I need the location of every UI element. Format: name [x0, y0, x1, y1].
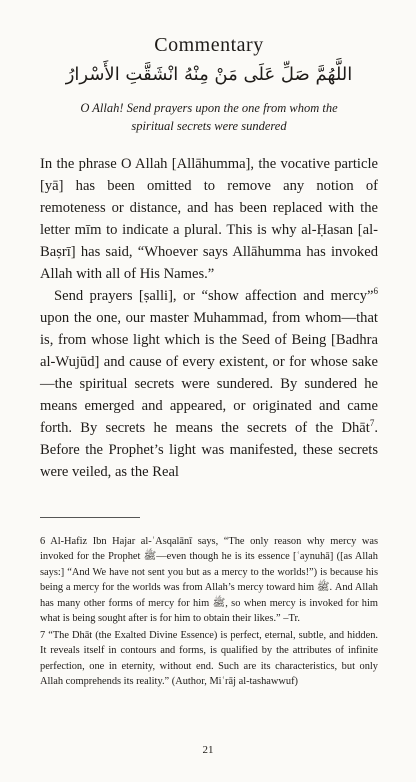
footnote-6: 6 Al-Hafiz Ibn Hajar al-ʿAsqalānī says, “The only reason why mercy was invoked for the Prophet ﷺ—even though he is its essence [ʿaynuhā] ([as Allah says:] “And We have not sent you but as a mercy to the worlds!”) is because his being a mercy for the worlds was from Allah’s mercy toward him ﷺ. And Allah has many other forms of mercy for him ﷺ, so when mercy is invoked for him what is being sought after is for him to obtain their likes.” –Tr.	[40, 535, 378, 625]
paragraph-2	[40, 285, 378, 483]
paragraph-2-end: . Before the Prophet’s light was manifested, these secrets were veiled, as the Real	[40, 419, 378, 480]
page-heading: Commentary	[154, 34, 264, 56]
book-page	[0, 34, 416, 782]
body-text	[40, 153, 378, 483]
paragraph-2-middle: upon the one, our master Muhammad, from whom—that is, from whose light which is the Seed of Being [Badhra al-Wujūd] and cause of every existent, or for whose sake—the spiritual secrets were sundered. By sundered he means emerged and appeared, or originated and came forth. By secrets he means the secrets of the Dhāt	[40, 309, 378, 436]
footnote-ref-6: 6	[373, 285, 378, 296]
paragraph-2-start: Send prayers [ṣalli], or “show affection and mercy”	[54, 287, 374, 304]
footnote-ref-7: 7	[369, 417, 375, 428]
paragraph-1: In the phrase O Allah [Allāhumma], the vocative particle [yā] has been omitted to remove any notion of remoteness or distance, and has been replaced with the letter mīm to indicate a plural. This is why al-Ḥasan [al-Baṣrī] has said, “Whoever says Allāhumma has invoked Allah with all of His Names.”	[40, 155, 378, 282]
footnote-divider	[40, 517, 140, 518]
footnote-7: 7 “The Dhāt (the Exalted Divine Essence) is perfect, eternal, subtle, and hidden. It reveals itself in contours and forms, is qualified by the attributes of infinite perfection, one in eternity, without end. Such are its characteristics, but only Allah comprehends its reality.” (Author, Miʿrāj al-tashawwuf)	[40, 629, 378, 688]
arabic-heading: اللَّهُمَّ صَلِّ عَلَى مَنْ مِنْهُ انْشَقَّتِ الأَسْرارُ	[65, 64, 353, 85]
page-number: 21	[202, 744, 214, 756]
subtitle-translation: O Allah! Send prayers upon the one from whom the spiritual secrets were sundered	[80, 100, 338, 133]
footnotes	[40, 534, 378, 690]
